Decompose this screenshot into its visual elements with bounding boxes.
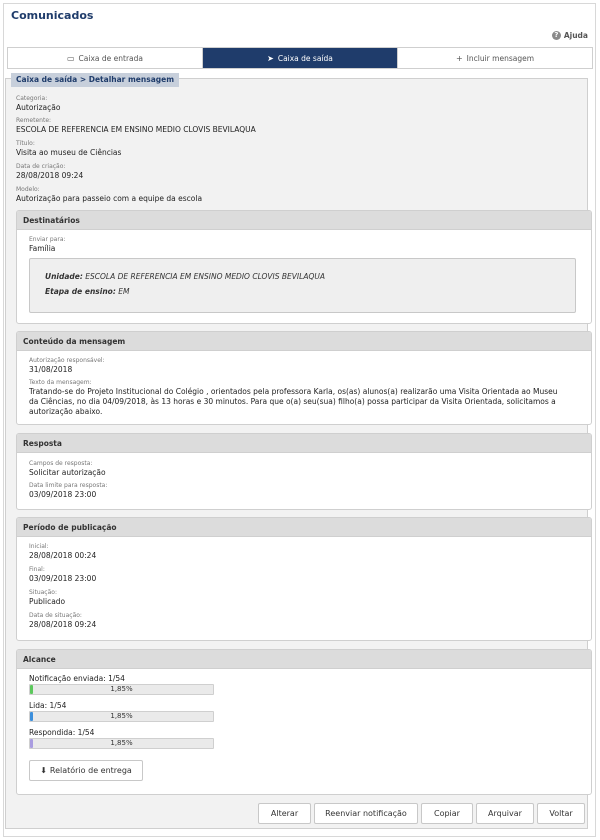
read-progress-bar [29,711,214,722]
resend-notification-button[interactable]: Reenviar notificação [314,803,418,824]
auth-date-field [29,357,105,375]
tab-new-message[interactable] [397,48,592,68]
reach-panel [16,649,592,795]
page-title: Comunicados [11,9,94,22]
panel-header: Alcance [17,650,591,669]
help-label: Ajuda [563,31,588,40]
recipients-panel [16,210,592,324]
field-label: Final: [29,566,45,573]
plus-icon: + [455,53,463,63]
panel-header: Conteúdo da mensagem [17,332,591,351]
field-label: Texto da mensagem: [29,379,92,386]
field-value: Publicado [29,597,66,606]
status-date-field [29,612,96,630]
field-value: 31/08/2018 [29,365,73,374]
response-field [29,460,106,478]
message-text: Tratando-se do Projeto Institucional do Colégio , orientados pela professora Karla, os(as) alunos(a) realizarão uma Visita Orientada ao Museu da Ciências, no dia 04/09/2018, às 13 horas e 30 minutos. Para que o(a) seu(sua) filho(a) possa participar da Visita Orientada, solicitamos a autorização abaixo. [29,387,558,416]
answered-label: Respondida: 1/54 [29,728,95,737]
status-field [29,589,65,607]
field-label: Enviar para: [29,236,66,243]
tab-bar [7,47,593,69]
field-value: Autorização para passeio com a equipe da escola [16,194,203,203]
field-label: Autorização responsável: [29,357,105,364]
field-value: Visita ao museu de Ciências [16,148,122,157]
sender-field [16,117,256,135]
alter-button[interactable]: Alterar [258,803,311,824]
field-value: Autorização [16,103,61,112]
field-value: 28/08/2018 09:24 [29,620,97,629]
progress-percent: 1,85% [110,739,133,747]
button-label: Relatório de entrega [49,766,132,775]
field-label: Categoria: [16,95,48,102]
tab-label: Caixa de entrada [78,53,143,63]
deadline-field [29,482,107,500]
message-text-field [29,379,92,387]
question-icon: ? [552,31,561,40]
field-value: 03/09/2018 23:00 [29,490,97,499]
field-value: 28/08/2018 00:24 [29,551,97,560]
answered-progress-bar [29,738,214,749]
tab-inbox[interactable] [8,48,202,68]
recipient-detail-box [29,258,576,313]
field-value: ESCOLA DE REFERENCIA EM ENSINO MEDIO CLOVIS BEVILAQUA [16,125,256,134]
copy-button[interactable]: Copiar [421,803,473,824]
field-value: Família [29,244,56,253]
model-field [16,186,202,204]
sent-label: Notificação enviada: 1/54 [29,674,125,683]
sent-progress-bar [29,684,214,695]
tab-label: Incluir mensagem [466,53,535,63]
field-label: Inicial: [29,543,49,550]
publication-panel [16,517,592,641]
field-label: Modelo: [16,186,40,193]
stage-line [45,287,129,296]
response-panel [16,433,592,510]
end-field [29,566,96,584]
stage-label: Etapa de ensino: [45,287,116,296]
delivery-report-button[interactable] [29,760,143,781]
field-value: 28/08/2018 09:24 [16,171,84,180]
field-label: Situação: [29,589,57,596]
panel-header: Destinatários [17,211,591,230]
send-to-field [29,236,66,254]
message-detail [5,78,588,829]
field-value: 03/09/2018 23:00 [29,574,97,583]
progress-percent: 1,85% [110,712,133,720]
read-label: Lida: 1/54 [29,701,67,710]
tab-outbox[interactable] [202,48,397,68]
category-field [16,95,60,113]
field-label: Título: [16,140,35,147]
back-button[interactable]: Voltar [537,803,585,824]
unit-label: Unidade: [45,272,83,281]
field-label: Remetente: [16,117,52,124]
help-link[interactable] [552,31,588,40]
field-value: Solicitar autorização [29,468,106,477]
inbox-icon: ▭ [66,53,75,63]
archive-button[interactable]: Arquivar [476,803,534,824]
title-field [16,140,121,158]
download-icon: ⬇ [40,766,47,775]
panel-header: Resposta [17,434,591,453]
field-label: Data de situação: [29,612,82,619]
paper-plane-icon: ➤ [267,53,274,63]
field-label: Data de criação: [16,163,66,170]
field-label: Campos de resposta: [29,460,93,467]
stage-value: EM [118,287,130,296]
field-label: Data limite para resposta: [29,482,108,489]
panel-header: Período de publicação [17,518,591,537]
content-panel [16,331,592,425]
created-field [16,163,83,181]
unit-line [45,272,325,281]
progress-percent: 1,85% [110,685,133,693]
tab-label: Caixa de saída [277,53,333,63]
start-field [29,543,96,561]
breadcrumb: Caixa de saída > Detalhar mensagem [11,73,179,87]
unit-value: ESCOLA DE REFERENCIA EM ENSINO MEDIO CLOVIS BEVILAQUA [85,272,325,281]
